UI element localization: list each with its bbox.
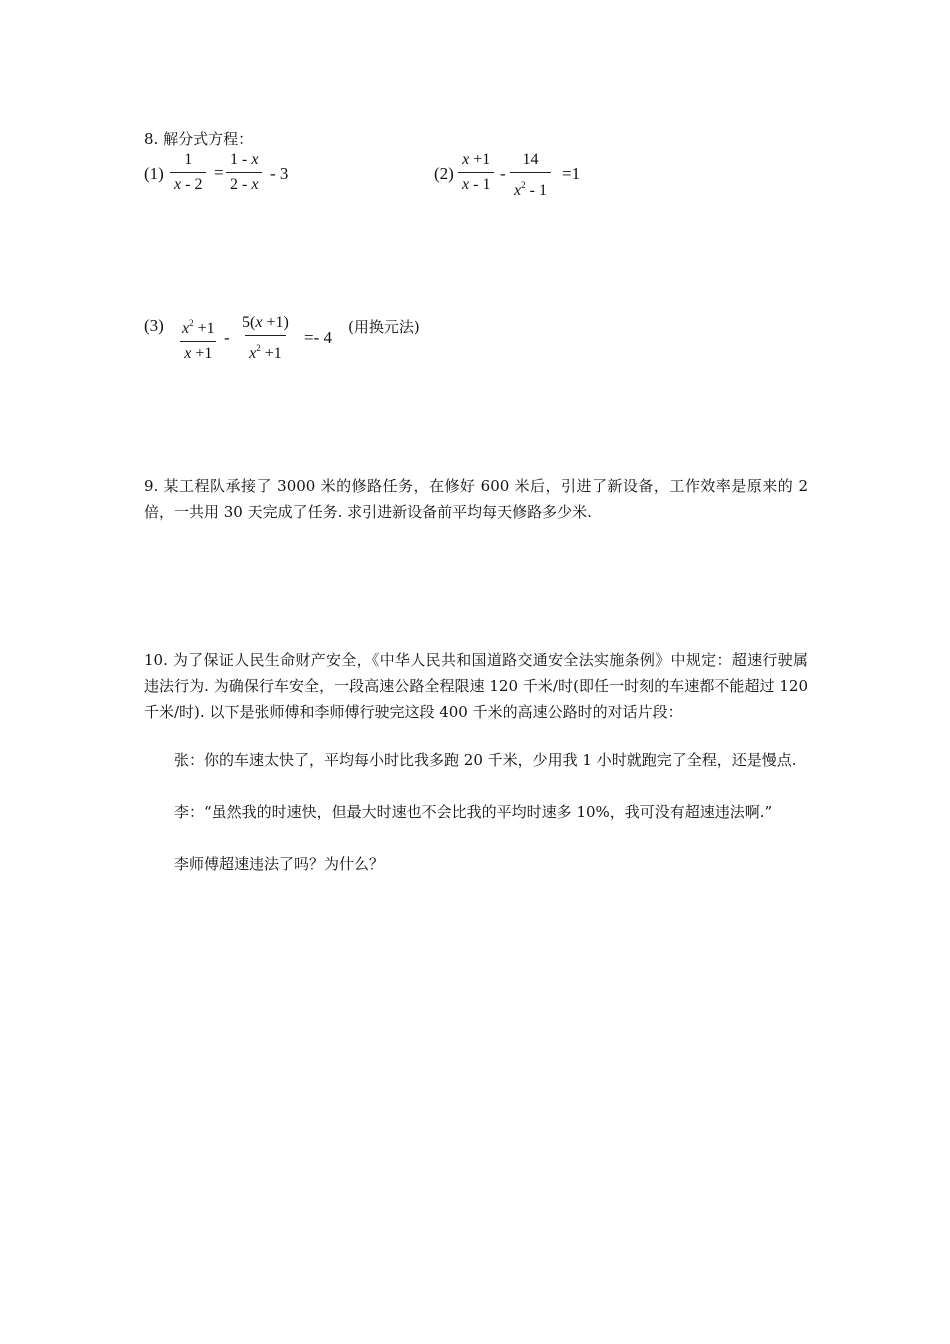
eq2-fraction-1 <box>458 151 494 194</box>
eq3-minus: - <box>224 328 230 347</box>
eq3-fraction-1-denominator: x +1 <box>180 341 216 363</box>
eq3-note: (用换元法) <box>348 318 420 336</box>
q10-zhang-dialogue: 张：你的车速太快了，平均每小时比我多跑 20 千米，少用我 1 小时就跑完了全程，还是慢点. <box>174 751 797 769</box>
eq3-fraction-1 <box>178 314 219 363</box>
eq3-fraction-2 <box>238 314 293 363</box>
eq1-tail: - 3 <box>270 164 289 183</box>
eq1-label: (1) <box>144 164 164 183</box>
eq1-fraction-2-denominator: 2 - x <box>226 172 262 194</box>
eq3-fraction-2-denominator: $x^2 +1$ <box>245 335 286 363</box>
eq2-minus: - <box>500 164 506 183</box>
eq1-fraction-2 <box>226 151 262 194</box>
eq2-fraction-2 <box>510 151 551 200</box>
eq3-label: (3) <box>144 316 164 335</box>
eq1-fraction-1-numerator: 1 <box>184 151 193 168</box>
eq3-fraction-2-numerator: 5(x +1) <box>242 314 289 331</box>
eq1-fraction-1 <box>170 151 206 194</box>
q10-intro: 10. 为了保证人民生命财产安全，《中华人民共和国道路交通安全法实施条例》中规定：超速行驶属违法行为. 为确保行车安全，一段高速公路全程限速 120 千米/时(即任一时刻的车速都不能超过 120 千米/时). 以下是张师傅和李师傅行驶完这段 400 千米的高速公路时的对话片段： <box>144 651 808 721</box>
q9-text: 9. 某工程队承接了 3000 米的修路任务，在修好 600 米后，引进了新设备，工作效率是原来的 2 倍，一共用 30 天完成了任务. 求引进新设备前平均每天修路多少米. <box>144 477 808 521</box>
q10-li-dialogue: 李：“虽然我的时速快，但最大时速也不会比我的平均时速多 10%，我可没有超速违法啊.” <box>174 803 773 821</box>
eq3-tail: =- 4 <box>304 328 332 347</box>
eq2-fraction-2-denominator: $x^2 - 1$ <box>510 172 551 200</box>
eq2-label: (2) <box>434 164 454 183</box>
eq1-fraction-2-numerator: 1 - x <box>230 151 259 168</box>
q10-question: 李师傅超速违法了吗？为什么？ <box>174 855 385 873</box>
eq2-fraction-1-denominator: x - 1 <box>458 172 494 194</box>
eq2-tail: =1 <box>562 164 581 183</box>
q8-title: 8. 解分式方程： <box>144 130 254 148</box>
eq2-fraction-2-numerator: 14 <box>522 151 539 168</box>
eq1-equals: = <box>214 163 224 182</box>
eq3-fraction-1-numerator: $x^2 +1$ <box>182 318 215 337</box>
eq2-fraction-1-numerator: x +1 <box>462 151 491 168</box>
eq1-fraction-1-denominator: x - 2 <box>170 172 206 194</box>
